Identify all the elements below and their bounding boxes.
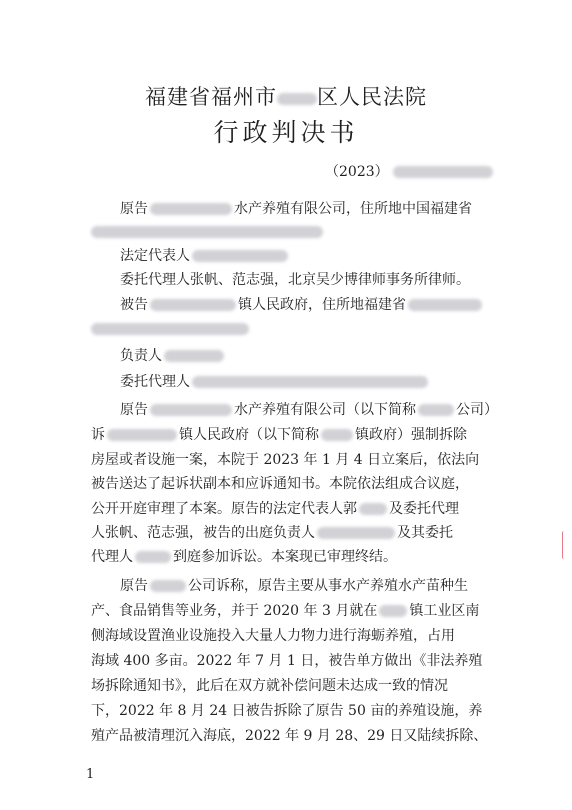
court-name-prefix: 福建省福州市 <box>145 85 277 109</box>
text-segment: 委托代理人 <box>120 374 190 390</box>
legal-representative-line <box>120 246 288 266</box>
text-segment: 水产养殖有限公司（以下简称 <box>234 402 416 418</box>
redaction-blur <box>393 166 493 178</box>
paragraph-line <box>91 523 453 543</box>
plaintiff-address-line <box>91 222 323 242</box>
redaction-blur <box>91 323 249 335</box>
paragraph-line: 房屋或者设施一案，本院于 2023 年 1 月 4 日立案后，依法向 <box>91 452 480 468</box>
text-segment: 负责人 <box>120 348 162 364</box>
case-year: （2023） <box>325 164 389 180</box>
defendant-agent-line <box>120 372 428 392</box>
defendant-line <box>120 295 482 315</box>
redaction-blur <box>359 503 387 515</box>
paragraph-line <box>91 425 467 445</box>
redaction-blur <box>164 350 224 362</box>
paragraph-line <box>91 601 479 621</box>
court-name-suffix: 区人民法院 <box>317 85 427 109</box>
text-segment: 公司诉称，原告主要从事水产养殖水产苗种生 <box>188 578 468 594</box>
paragraph-line: 海域 400 多亩。2022 年 7 月 1 日，被告单方做出《非法养殖 <box>91 653 483 669</box>
text-segment: 及其委托 <box>397 525 453 541</box>
text-segment: 水产养殖有限公司，住所地中国福建省 <box>234 201 472 217</box>
redaction-blur <box>91 226 323 238</box>
text-segment: 镇工业区南 <box>409 603 480 619</box>
redaction-blur <box>150 404 232 416</box>
redaction-blur <box>150 299 236 311</box>
paragraph-line <box>120 576 468 596</box>
court-name <box>0 84 572 110</box>
redaction-blur <box>192 250 288 262</box>
text-segment: 原告 <box>120 578 148 594</box>
redaction-blur <box>321 429 353 441</box>
redaction-blur <box>150 580 186 592</box>
redaction-blur <box>135 551 171 563</box>
text-segment: 到庭参加诉讼。本案现已审理终结。 <box>173 549 397 565</box>
text-segment: 法定代表人 <box>120 248 190 264</box>
paragraph-line: 侧海域设置渔业设施投入大量人力物力进行海蛎养殖，占用 <box>91 628 455 644</box>
text-segment: 人张帆、范志强，被告的出庭负责人 <box>91 525 315 541</box>
redaction-blur <box>192 376 428 388</box>
text-segment: 原告 <box>120 402 148 418</box>
paragraph-line: 殖产品被清理沉入海底，2022 年 9 月 28、29 日又陆续拆除、 <box>91 728 488 744</box>
text-segment: 原告 <box>120 201 148 217</box>
paragraph-line: 被告送达了起诉状副本和应诉通知书。本院依法组成合议庭， <box>91 476 469 492</box>
redaction-blur <box>379 605 407 617</box>
page-number: 1 <box>86 767 95 782</box>
paragraph-line <box>91 499 459 519</box>
text-segment: 公开开庭审理了本案。原告的法定代表人郭 <box>91 501 357 517</box>
document-title: 行政判决书 <box>213 118 359 147</box>
text-segment: 公司） <box>456 402 498 418</box>
text-segment: 镇人民政府，住所地福建省 <box>238 297 406 313</box>
red-margin-mark <box>562 531 566 559</box>
paragraph-line: 下，2022 年 8 月 24 日被告拆除了原告 50 亩的养殖设施，养 <box>91 703 483 719</box>
defendant-address-line <box>91 319 249 339</box>
redaction-blur <box>107 429 177 441</box>
redaction-blur <box>317 527 395 539</box>
text-segment: 镇政府）强制拆除 <box>355 427 467 443</box>
text-segment: 诉 <box>91 427 105 443</box>
redaction-blur <box>418 404 454 416</box>
case-number <box>325 162 493 182</box>
text-segment: 镇人民政府（以下简称 <box>179 427 319 443</box>
text-segment: 代理人 <box>91 549 133 565</box>
plaintiff-line <box>120 199 472 219</box>
plaintiff-agent-line: 委托代理人张帆、范志强，北京吴少博律师事务所律师。 <box>120 272 470 288</box>
text-segment: 及委托代理 <box>389 501 459 517</box>
paragraph-line <box>91 547 397 567</box>
redaction-blur <box>408 299 482 311</box>
text-segment: 产、食品销售等业务，并于 2020 年 3 月就在 <box>91 603 378 619</box>
responsible-person-line <box>120 346 224 366</box>
paragraph-line <box>120 400 498 420</box>
redaction-blur <box>150 203 232 215</box>
redaction-blur <box>277 93 317 105</box>
paragraph-line: 场拆除通知书》，此后在双方就补偿问题未达成一致的情况 <box>91 678 448 694</box>
text-segment: 被告 <box>120 297 148 313</box>
